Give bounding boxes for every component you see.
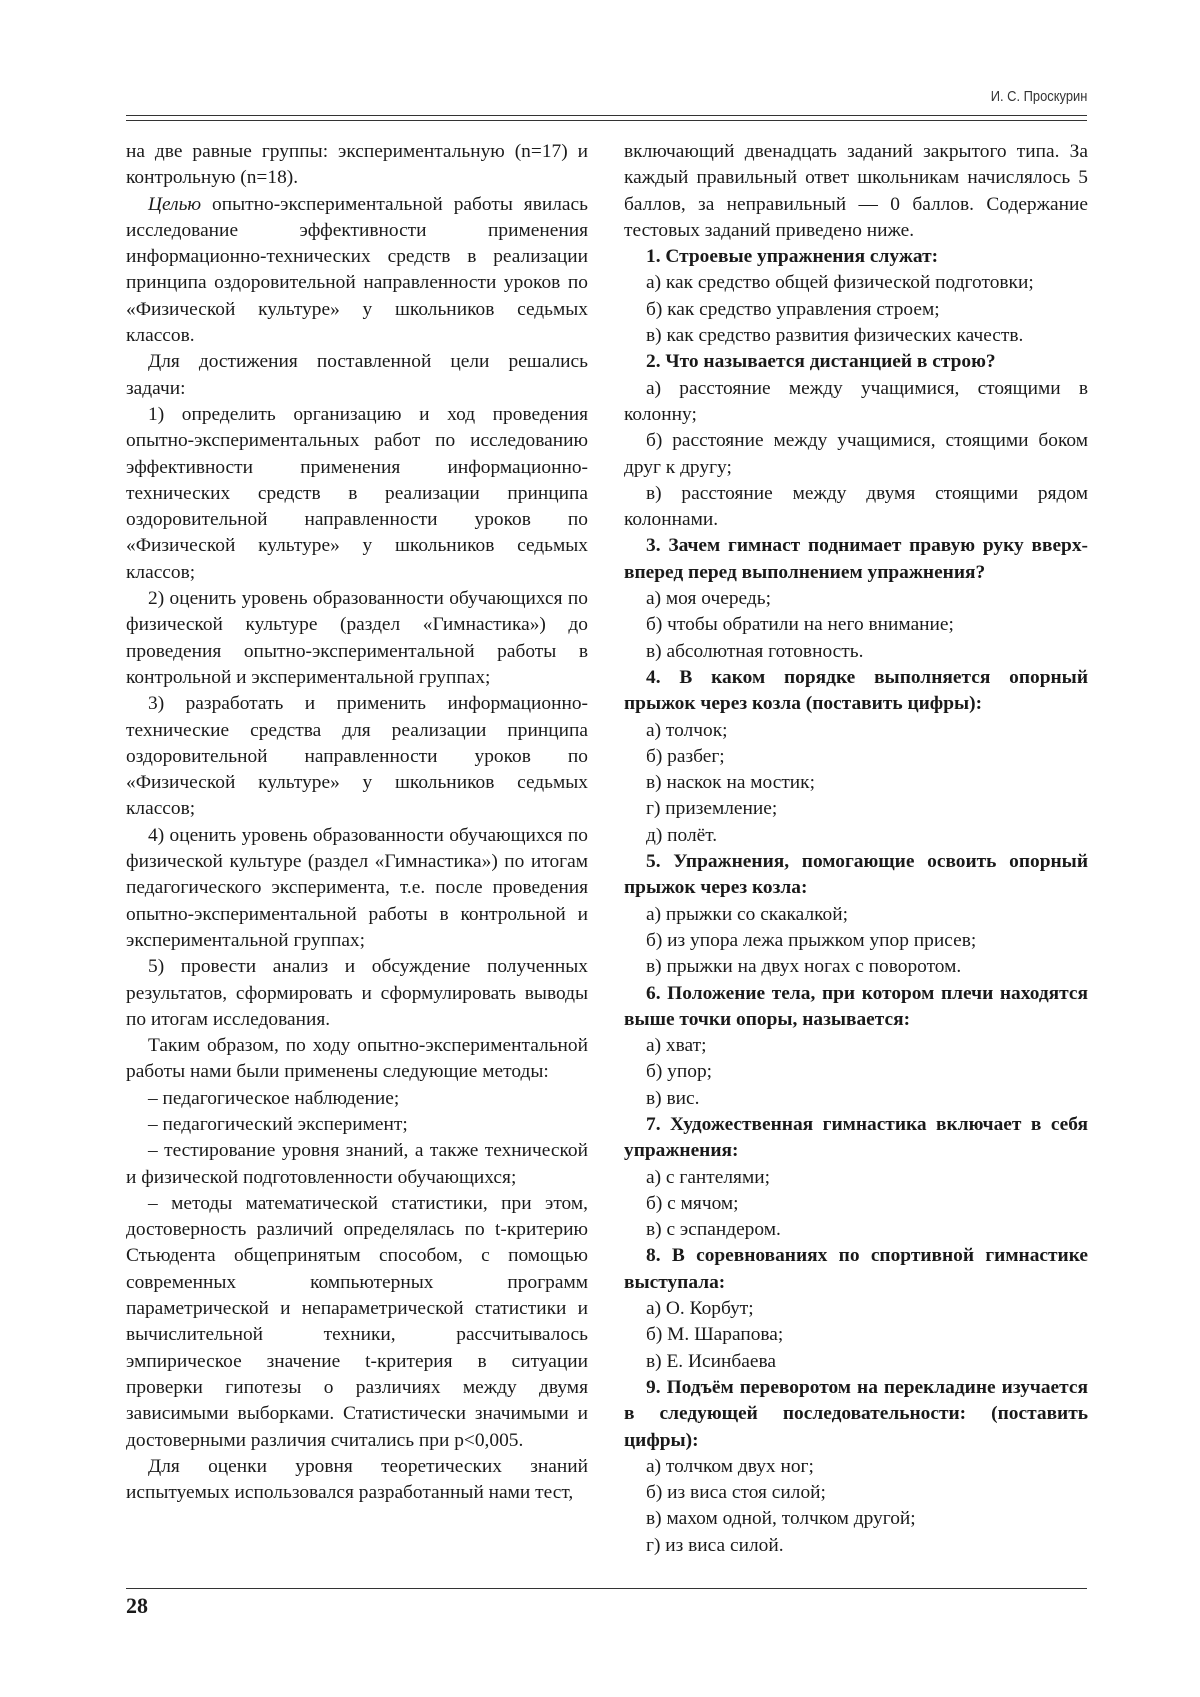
answer-option: а) как средство общей физической подготовки;	[646, 272, 1034, 294]
answer-option: б) из виса стоя силой;	[646, 1482, 826, 1504]
answer-option: б) с мячом;	[646, 1192, 739, 1214]
task-item: 5) провести анализ и обсуждение полученных результатов, сформировать и сформулировать выводы по итогам исследования.	[126, 956, 588, 1030]
answer-option: а) прыжки со скакалкой;	[646, 903, 849, 925]
answer-option: а) моя очередь;	[646, 588, 771, 610]
answer-option: а) с гантелями;	[646, 1166, 771, 1188]
paragraph: Для оценки уровня теоретических знаний испытуемых использовался разработанный нами тест,	[126, 1455, 588, 1504]
question: 8. В соревнованиях по спортивной гимнастике выступала:	[624, 1245, 1088, 1293]
left-column	[126, 139, 588, 1506]
answer-option: а) толчком двух ног;	[646, 1455, 814, 1477]
footer-rule	[126, 1588, 1087, 1589]
task-item: 3) разработать и применить информационно-технические средства для реализации принципа оздоровительной направленности уроков по «Физической культуре» у школьников седьмых классов;	[126, 693, 588, 820]
answer-option: б) упор;	[646, 1061, 713, 1083]
task-item: 4) оценить уровень образованности обучающихся по физической культуре (раздел «Гимнастика») по итогам педагогического эксперимента, т.е. после проведения опытно-экспериментальной работы в контрольной и экспериментальной группах;	[126, 824, 588, 951]
running-header-author: И. С. Проскурин	[990, 88, 1087, 105]
question: 4. В каком порядке выполняется опорный прыжок через козла (поставить цифры):	[624, 666, 1088, 715]
method-item: – тестирование уровня знаний, а также технической и физической подготовленности обучающихся;	[126, 1140, 588, 1188]
goal-word: Целью	[148, 193, 202, 215]
answer-option: в) наскок на мостик;	[646, 772, 815, 794]
answer-option: в) прыжки на двух ногах с поворотом.	[646, 956, 962, 978]
answer-option: в) Е. Исинбаева	[646, 1350, 776, 1372]
test-intro: включающий двенадцать заданий закрытого типа. За каждый правильный ответ школьникам начислялось 5 баллов, за неправильный — 0 баллов. Содержание тестовых заданий приведено ниже.	[624, 141, 1088, 241]
task-item: 2) оценить уровень образованности обучающихся по физической культуре (раздел «Гимнастика») до проведения опытно-экспериментальной работы в контрольной и экспериментальной группах;	[126, 588, 588, 688]
answer-option: б) расстояние между учащимися, стоящими боком друг к другу;	[624, 430, 1088, 478]
task-item: 1) определить организацию и ход проведения опытно-экспериментальных работ по исследованию эффективности применения информационно-технических средств в реализации принципа оздоровительной направленности уроков по «Физической культуре» у школьников седьмых классов;	[126, 403, 588, 583]
page-number: 28	[126, 1593, 148, 1618]
answer-option: а) О. Корбут;	[646, 1298, 754, 1320]
answer-option: в) расстояние между двумя стоящими рядом колоннами.	[624, 482, 1088, 531]
header-rule	[126, 115, 1087, 116]
question: 5. Упражнения, помогающие освоить опорный прыжок через козла:	[624, 851, 1088, 899]
answer-option: б) разбег;	[646, 745, 725, 767]
paragraph: Таким образом, по ходу опытно-экспериментальной работы нами были применены следующие методы:	[126, 1035, 588, 1083]
answer-option: г) приземление;	[646, 798, 778, 820]
answer-option: б) М. Шарапова;	[646, 1324, 784, 1346]
answer-option: б) из упора лежа прыжком упор присев;	[646, 929, 977, 951]
answer-option: г) из виса силой.	[646, 1534, 784, 1556]
method-item: – методы математической статистики, при этом, достоверность различий определялась по t-критерию Стьюдента общепринятым способом, с помощью современных компьютерных программ параметрической и непараметрической статистики и вычислительной техники, рассчитывалось эмпирическое значение t-критерия в ситуации проверки гипотезы о различиях между двумя зависимыми выборками. Статистически значимыми и достоверными различия считались при p<0,005.	[126, 1192, 588, 1451]
answer-option: д) полёт.	[646, 824, 718, 846]
right-column	[624, 139, 1088, 1559]
goal-paragraph	[126, 192, 588, 350]
method-item: – педагогическое наблюдение;	[148, 1087, 400, 1109]
question: 7. Художественная гимнастика включает в себя упражнения:	[624, 1113, 1088, 1162]
answer-option: в) с эспандером.	[646, 1219, 781, 1241]
answer-option: в) махом одной, толчком другой;	[646, 1508, 916, 1530]
question: 2. Что называется дистанцией в строю?	[646, 351, 996, 373]
question: 9. Подъём переворотом на перекладине изучается в следующей последовательности: (поставить цифры):	[624, 1376, 1088, 1451]
question: 1. Строевые упражнения служат:	[646, 246, 939, 268]
paragraph: на две равные группы: экспериментальную (n=17) и контрольную (n=18).	[126, 141, 588, 189]
question: 6. Положение тела, при котором плечи находятся выше точки опоры, называется:	[624, 982, 1088, 1030]
answer-option: а) хват;	[646, 1035, 707, 1057]
paragraph: Для достижения поставленной цели решались задачи:	[126, 351, 588, 399]
method-item: – педагогический эксперимент;	[148, 1113, 408, 1135]
answer-option: а) расстояние между учащимися, стоящими в колонну;	[624, 377, 1088, 425]
answer-option: б) чтобы обратили на него внимание;	[646, 614, 954, 636]
answer-option: в) абсолютная готовность.	[646, 640, 864, 662]
goal-text: опытно-экспериментальной работы явилась исследование эффективности применения информационно-технических средств в реализации принципа оздоровительной направленности уроков по «Физической культуре» у школьников седьмых классов.	[126, 193, 588, 347]
answer-option: в) вис.	[646, 1087, 700, 1109]
header-rule-thin	[126, 120, 1087, 121]
answer-option: б) как средство управления строем;	[646, 298, 940, 320]
question: 3. Зачем гимнаст поднимает правую руку вверх-вперед перед выполнением упражнения?	[624, 535, 1088, 583]
answer-option: а) толчок;	[646, 719, 728, 741]
answer-option: в) как средство развития физических качеств.	[646, 325, 1024, 347]
